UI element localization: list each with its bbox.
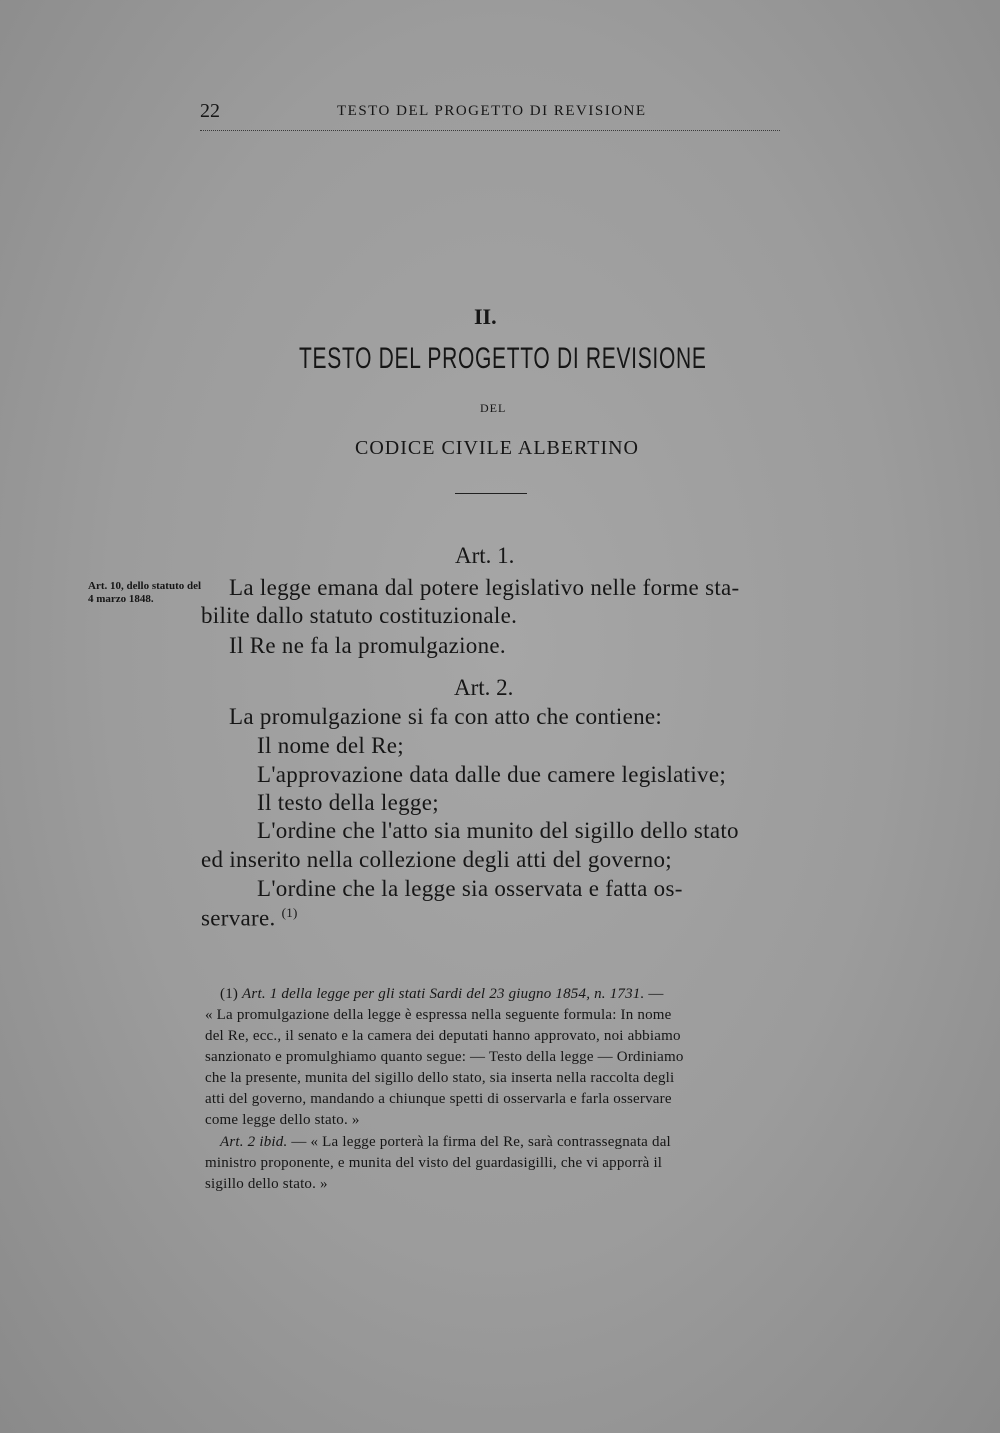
- footnote-line: « La promulgazione della legge è espressa nella seguente formula: In nome: [205, 1007, 672, 1023]
- footnote-line: che la presente, munita del sigillo dello stato, sia inserta nella raccolta degli: [205, 1070, 675, 1086]
- article-1-line: Il Re ne fa la promulgazione.: [229, 633, 506, 658]
- article-2-line: L'ordine che la legge sia osservata e fatta os-: [257, 876, 683, 901]
- footnote-line: come legge dello stato. »: [205, 1112, 360, 1128]
- section-title: TESTO DEL PROGETTO DI REVISIONE: [299, 342, 707, 375]
- article-2-line: Il nome del Re;: [257, 733, 404, 758]
- footnote-ibid: ibid.: [259, 1134, 288, 1150]
- article-2-heading: Art. 2.: [454, 675, 514, 700]
- footnote-text: — « La legge porterà la firma del Re, sarà contrassegnata dal: [291, 1134, 671, 1150]
- footnote-marker: (1): [281, 905, 298, 920]
- footnote-article-ref: Art. 1: [242, 986, 278, 1002]
- title-rule: [455, 493, 527, 494]
- page-number: 22: [200, 100, 220, 122]
- footnote-dash: —: [648, 986, 664, 1002]
- article-2-line: ed inserito nella collezione degli atti del governo;: [201, 847, 672, 872]
- section-number: II.: [474, 304, 497, 329]
- footnote-line: sigillo dello stato. »: [205, 1176, 328, 1192]
- section-subtitle-del: DEL: [480, 401, 507, 415]
- margin-note: Art. 10, dello statuto del 4 marzo 1848.: [88, 580, 202, 605]
- article-2-line: L'ordine che l'atto sia munito del sigillo dello stato: [257, 818, 739, 843]
- running-head: [200, 100, 780, 131]
- footnote-marker: (1): [220, 986, 239, 1002]
- footnote-line: del Re, ecc., il senato e la camera dei deputati hanno approvato, noi abbiamo: [205, 1028, 681, 1044]
- article-2-line: servare.: [201, 905, 276, 931]
- article-1-heading: Art. 1.: [455, 543, 515, 568]
- article-2-last-line: [201, 905, 298, 932]
- footnote-line: [220, 986, 664, 1003]
- section-subtitle-code: CODICE CIVILE ALBERTINO: [355, 437, 639, 459]
- article-1-line: bilite dallo statuto costituzionale.: [201, 603, 518, 628]
- footnote-article-ref: Art. 2: [220, 1134, 256, 1150]
- footnote-line: ministro proponente, e munita del visto del guardasigilli, che vi apporrà il: [205, 1155, 663, 1171]
- article-2-line: Il testo della legge;: [257, 790, 439, 815]
- article-1-line: La legge emana dal potere legislativo nelle forme sta-: [229, 575, 740, 600]
- article-2-line: La promulgazione si fa con atto che contiene:: [229, 704, 663, 729]
- footnote-line: sanzionato e promulghiamo quanto segue: — Testo della legge — Ordiniamo: [205, 1049, 684, 1065]
- footnote-law-ref: della legge per gli stati Sardi del 23 giugno 1854, n. 1731.: [281, 986, 645, 1002]
- running-title: TESTO DEL PROGETTO DI REVISIONE: [337, 103, 647, 119]
- footnote-line: [220, 1134, 671, 1151]
- footnote-line: atti del governo, mandando a chiunque spetti di osservarla e farla osservare: [205, 1091, 672, 1107]
- article-2-line: L'approvazione data dalle due camere legislative;: [257, 762, 727, 787]
